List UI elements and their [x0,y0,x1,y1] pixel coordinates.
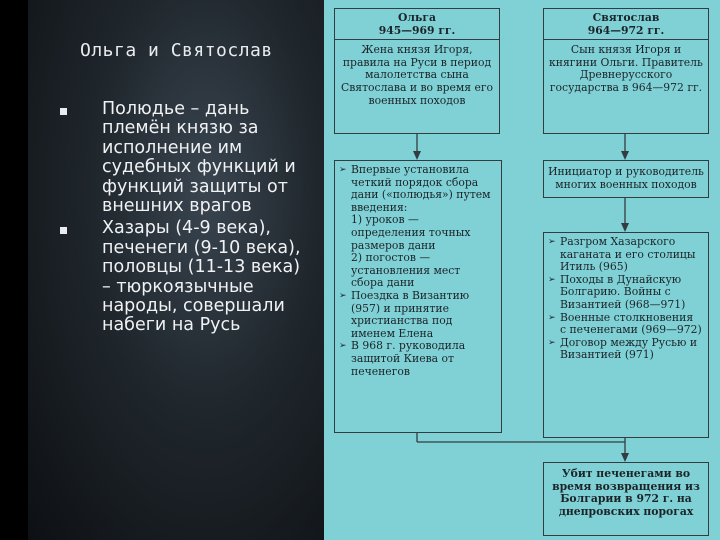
decor-bar-bottom-2 [24,386,28,416]
svyatoslav-header [544,9,708,40]
arrowhead-icon [621,151,629,160]
svyatoslav-death: Убит печенегами во время возвращения из Болгарии в 972 г. на днепровских порогах [552,467,700,518]
svyatoslav-deed-text: Разгром Хазарского каганата и его столицы Итиль (965) [560,235,696,274]
svyatoslav-description: Сын князя Игоря и княгини Ольги. Правитель Древнерусского государства в 964—972 гг. [549,43,703,94]
slide-title: Ольга и Святослав [80,40,273,61]
svyatoslav-deed-item [548,274,702,312]
decor-bar-top-2 [24,54,28,84]
olga-deeds-box [334,160,502,433]
olga-deed-item [339,340,495,378]
list-arrow-icon: ➢ [548,274,556,285]
olga-deed-item [339,252,495,290]
svyatoslav-deed-text: Договор между Русью и Византией (971) [560,335,698,362]
list-arrow-icon: ➢ [339,165,347,175]
olga-deed-text: Впервые установила четкий порядок сбора дани («полюдья») путем введения: [351,163,491,214]
olga-deeds-list [335,161,501,381]
list-arrow-icon: ➢ [548,237,556,247]
olga-deed-text: В 968 г. руководила защитой Киева от печенегов [351,339,466,378]
svyatoslav-death-box [543,462,709,536]
svyatoslav-deed-item [548,236,702,274]
svyatoslav-deed-text: Военные столкновения с печенегами (969—972) [560,310,702,337]
olga-deed-text: 1) уроков — определения точных размеров дани [351,213,471,252]
svyatoslav-deed-text: Походы в Дунайскую Болгарию. Войны с Византией (968—971) [560,272,686,311]
svyatoslav-deeds-list [544,233,708,365]
bullet-square-icon [60,227,67,234]
diagram-panel [324,0,720,540]
decor-bar-top [16,52,22,90]
list-arrow-icon: ➢ [548,337,556,348]
olga-description: Жена князя Игоря, правила на Руси в период малолетства сына Святослава и во время его военных походов [340,43,494,107]
list-arrow-icon: ➢ [548,312,556,323]
arrowhead-icon [621,223,629,232]
bullet-text-nomads: Хазары (4-9 века), печенеги (9-10 века), половцы (11-13 века) – тюркоязычные народы, совершали набеги на Русь [102,218,301,336]
svyatoslav-header-box [543,8,709,134]
olga-deed-item [339,214,495,252]
olga-deed-text: 2) погостов — установления мест сбора дани [351,251,461,290]
svyatoslav-role-box [543,160,709,198]
svyatoslav-role: Инициатор и руководитель многих военных походов [548,165,704,191]
svyatoslav-deeds-box [543,232,709,438]
olga-years: 945—969 гг. [378,23,456,37]
olga-header-box [334,8,500,134]
olga-name: Ольга [398,11,436,24]
list-arrow-icon: ➢ [339,290,347,301]
decor-bar-bottom [16,380,22,420]
bullet-text-polyudye: Полюдье – дань племён князю за исполнение им судебных функций и функций защиты от внешних врагов [102,99,296,217]
olga-deed-item [339,290,495,340]
olga-header [335,9,499,40]
olga-deed-item [339,164,495,214]
svyatoslav-years: 964—972 гг. [587,23,665,37]
svyatoslav-deed-item [548,337,702,362]
svyatoslav-name: Святослав [592,11,660,24]
bullet-item [60,219,310,335]
arrowhead-icon [621,453,629,462]
olga-deed-text: Поездка в Византию (957) и принятие христианства под именем Елена [351,288,470,340]
arrowhead-icon [413,151,421,160]
list-arrow-icon: ➢ [339,341,347,352]
bullet-square-icon [60,108,67,115]
bullet-item [60,100,310,216]
bullet-list [60,100,310,339]
svyatoslav-deed-item [548,312,702,337]
